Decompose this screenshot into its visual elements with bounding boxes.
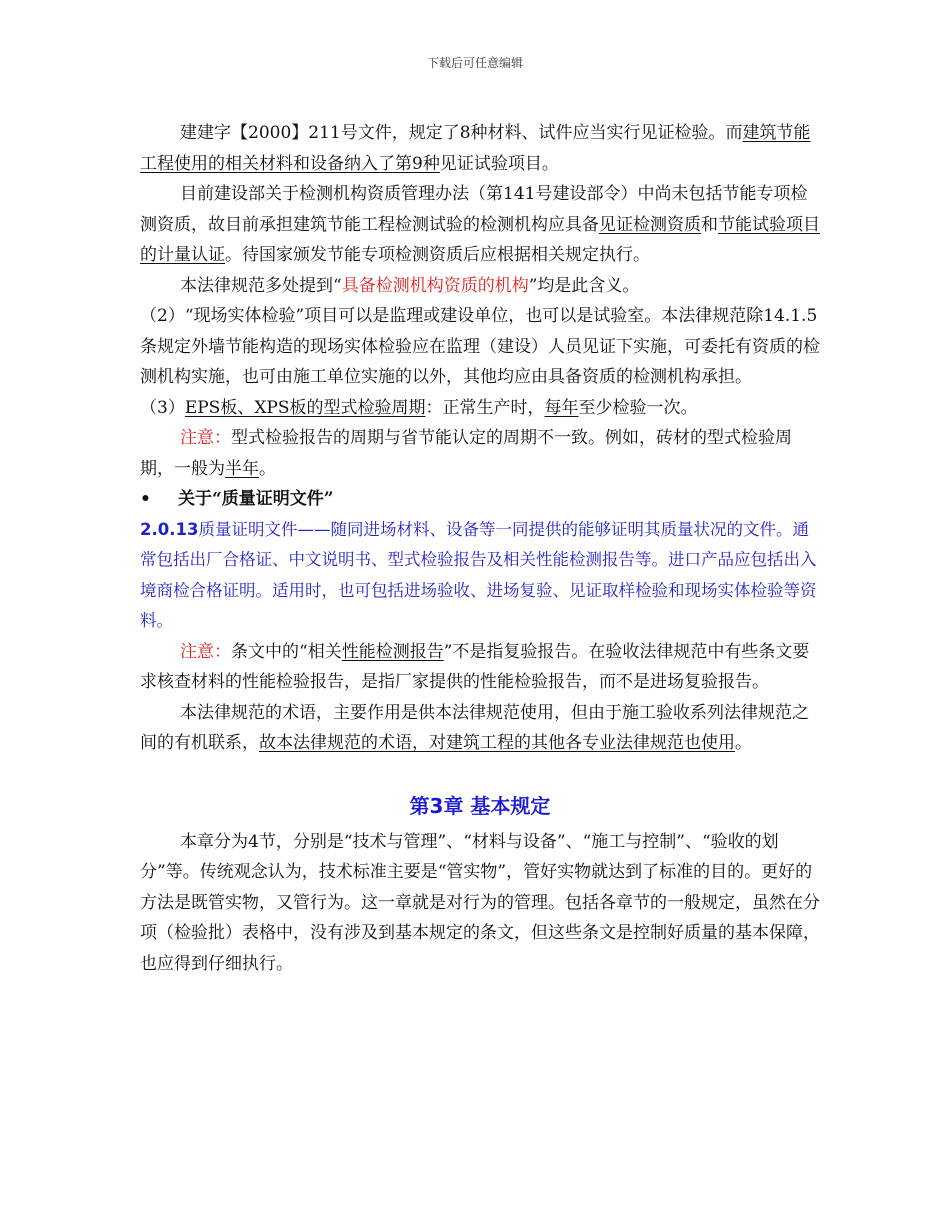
bullet-heading: • 关于“质量证明文件”	[140, 484, 820, 515]
paragraph-note-period: 注意：型式检验报告的周期与省节能认定的周期不一致。例如，砖材的型式检验周期，一般为半年。	[140, 428, 792, 479]
paragraph-qualification: 目前建设部关于检测机构资质管理办法（第141号建设部令）中尚未包括节能专项检测资质，故目前承担建筑节能工程检测试验的检测机构应具备见证检测资质和节能试验项目的计量认证。待国家颁发节能专项检测资质后应根据相关规定执行。	[140, 184, 820, 265]
clause-number: 2.0.13	[140, 519, 199, 539]
underlined-text: 性能检测报告	[341, 641, 444, 662]
underlined-text: 建筑节能工程使用的相关材料和设备纳入了第9种	[140, 123, 811, 174]
bullet-icon: •	[140, 489, 151, 509]
note-label: 注意：	[180, 641, 231, 662]
highlighted-text: 具备检测机构资质的机构	[341, 275, 529, 296]
definition-paragraph: 2.0.13质量证明文件——随同进场材料、设备等一同提供的能够证明其质量状况的文件。通常包括出厂合格证、中文说明书、型式检验报告及相关性能检测报告等。进口产品应包括出入境商检合格证明。适用时，也可包括进场验收、进场复验、见证取样检验和现场实体检验等资料。	[140, 519, 817, 630]
paragraph-meaning: 本法律规范多处提到“具备检测机构资质的机构”均是此含义。	[180, 275, 640, 296]
document-body	[140, 118, 820, 979]
paragraph-note-report: 注意：条文中的“相关性能检测报告”不是指复验报告。在验收法律规范中有些条文要求核查材料的性能检验报告，是指厂家提供的性能检验报告，而不是进场复验报告。	[140, 641, 810, 692]
underlined-text: 每年	[544, 397, 579, 418]
underlined-text: 半年	[225, 458, 259, 479]
underlined-text: 节能试验项目的计量认证	[140, 214, 820, 265]
paragraph-chapter-intro: 本章分为4节，分别是“技术与管理”、“材料与设备”、“施工与控制”、“验收的划分”等。传统观念认为，技术标准主要是“管实物”，管好实物就达到了标准的目的。更好的方法是既管实物，又管行为。这一章就是对行为的管理。包括各章节的一般规定，虽然在分项（检验批）表格中，没有涉及到基本规定的条文，但这些条文是控制好质量的基本保障，也应得到仔细执行。	[140, 831, 820, 974]
paragraph-item-3: （3）EPS板、XPS板的型式检验周期：正常生产时，每年至少检验一次。	[140, 397, 698, 418]
underlined-text: 故本法律规范的术语，对建筑工程的其他各专业法律规范也使用	[259, 733, 735, 753]
paragraph-terms: 本法律规范的术语，主要作用是供本法律规范使用，但由于施工验收系列法律规范之间的有机联系，故本法律规范的术语，对建筑工程的其他各专业法律规范也使用。	[140, 702, 809, 753]
underlined-text: 见证检测资质	[599, 214, 701, 235]
paragraph-witness-testing: 建建字【2000】211号文件，规定了8种材料、试件应当实行见证检验。而建筑节能工程使用的相关材料和设备纳入了第9种见证试验项目。	[140, 123, 811, 174]
chapter-title: 第3章 基本规定	[409, 793, 551, 818]
page-header: 下载后可任意编辑	[426, 56, 523, 70]
note-label: 注意：	[180, 428, 231, 448]
paragraph-item-2: （2）“现场实体检验”项目可以是监理或建设单位，也可以是试验室。本法律规范除14.1.5条规定外墙节能构造的现场实体检验应在监理（建设）人员见证下实施，可委托有资质的检测机构实施，也可由施工单位实施的以外，其他均应由具备资质的检测机构承担。	[140, 306, 820, 387]
underlined-text: EPS板、XPS板的型式检验周期	[184, 397, 426, 418]
